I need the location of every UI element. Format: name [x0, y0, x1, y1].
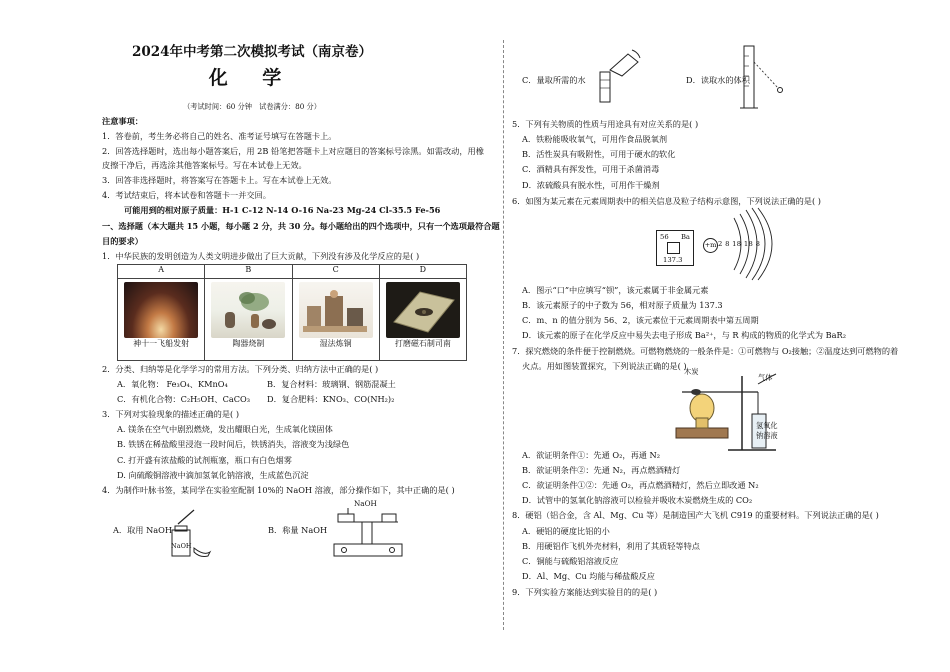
question-2-stem: 2．分类、归纳等是化学学习的常用方法。下列分类、归纳方法中正确的是( ) [102, 364, 379, 374]
atomic-masses: 可能用到的相对原子质量：H-1 C-12 N-14 O-16 Na-23 Mg-24 Cl-35.5 Fe-56 [124, 205, 441, 215]
wood-charcoal-label: 木炭 [684, 367, 699, 376]
question-7-stem-cont: 火点。用如图装置探究，下列说法正确的是( ) [522, 361, 687, 371]
section-heading: 一、选择题（本大题共 15 小题，每小题 2 分，共 30 分。每小题给出的四个选项中，只有一个选项最符合题 [102, 221, 500, 231]
nucleus-circle: +m [703, 238, 718, 253]
question-7-stem: 7．探究燃烧的条件便于控制燃烧。可燃物燃烧的一般条件是：①可燃物与 O₂接触；②温度达到可燃物的着 [512, 346, 899, 356]
naoh-bottle-label: NaOH [171, 542, 192, 550]
question-8-stem: 8．硬铝（铝合金，含 Al、Mg、Cu 等）是制造国产大飞机 C919 的重要材料。下列说法正确的是( ) [512, 510, 879, 520]
question-2-option-c: C．有机化合物：C₂H₅OH、CaCO₃ [117, 394, 250, 404]
question-6-stem: 6．如图为某元素在元素周期表中的相关信息及粒子结构示意图，下列说法正确的是( ) [512, 196, 821, 206]
rocket-launch-image [124, 282, 198, 338]
element-name-box [667, 242, 680, 254]
notice-item: 2．回答选择题时，选出每小题答案后，用 2B 铅笔把答题卡上对应题目的答案标号涂黑。如需改动，用橡 [102, 146, 484, 156]
question-4-stem: 4．为制作叶脉书签，某同学在实验室配制 10%的 NaOH 溶液，部分操作如下，其中正确的是( ) [102, 485, 455, 495]
question-7-option-a: A．欲证明条件①：先通 O₂，再通 N₂ [522, 450, 660, 460]
element-number: 56 [660, 233, 669, 241]
compass-image [386, 282, 460, 338]
question-9-stem: 9．下列实验方案能达到实验目的的是( ) [512, 587, 658, 597]
notice-item: 3．回答非选择题时，将答案写在答题卡上。写在本试卷上无效。 [102, 175, 337, 185]
question-7-option-b: B．欲证明条件②：先通 N₂，再点燃酒精灯 [522, 465, 681, 475]
question-5-stem: 5．下列有关物质的性质与用途具有对应关系的是( ) [512, 119, 699, 129]
option-c-cell [292, 279, 379, 361]
notice-item: 皮擦干净后，再选涂其他答案标号。写在本试卷上无效。 [102, 160, 307, 170]
option-caption: 神十一飞船发射 [133, 339, 190, 348]
pouring-water-illustration [586, 46, 646, 106]
question-8-option-b: B．用硬铝作飞机外壳材料，利用了其质轻等特点 [522, 541, 700, 551]
right-column [506, 0, 950, 672]
option-a-cell [118, 279, 205, 361]
question-4-option-a: A．取用 NaOH [113, 525, 172, 535]
element-mass: 137.3 [663, 256, 683, 264]
naoh-solution-label-1: 氢氧化 [756, 421, 778, 430]
exam-title: 2024年中考第二次模拟考试（南京卷） [131, 44, 373, 60]
subject-title: 化 学 [208, 67, 296, 89]
question-1-table [117, 264, 467, 361]
question-5-option-c: C．酒精具有挥发性，可用于杀菌消毒 [522, 164, 660, 174]
balance-illustration [328, 508, 408, 560]
exam-info: （考试时间：60 分钟 试卷满分：80 分） [183, 102, 321, 111]
option-caption: 湿法炼铜 [319, 339, 352, 348]
element-cell [656, 230, 694, 266]
option-d-cell [379, 279, 466, 361]
question-1-stem: 1．中华民族的发明创造为人类文明进步做出了巨大贡献，下列没有涉及化学反应的是( ) [102, 251, 420, 261]
notice-item: 1．答卷前，考生务必将自己的姓名、准考证号填写在答题卡上。 [102, 131, 337, 141]
question-6-option-c: C．m、n 的值分别为 56、2，该元素位于元素周期表中第五周期 [522, 315, 759, 325]
question-2-option-a: A．氧化物： Fe₃O₄、KMnO₄ [117, 379, 228, 389]
question-6-option-d: D．该元素的原子在化学反应中易失去电子形成 Ba²⁺，与 R 构成的物质的化学式为 BaR₂ [522, 330, 846, 340]
option-letter: C [292, 265, 379, 279]
option-letter: D [379, 265, 466, 279]
question-7-option-c: C．欲证明条件①②：先通 O₂，再点燃酒精灯，然后立即改通 N₂ [522, 480, 759, 490]
question-8-option-c: C．铜能与硫酸铝溶液反应 [522, 556, 619, 566]
question-4-option-c: C．量取所需的水 [522, 75, 586, 85]
electron-shell-counts: 2 8 18 18 8 [718, 240, 761, 248]
question-3-option-d: D. 向硫酸铜溶液中滴加氢氧化钠溶液，生成蓝色沉淀 [117, 470, 309, 480]
naoh-solution-label-2: 钠溶液 [756, 431, 778, 440]
balance-label: NaOH [354, 499, 377, 508]
option-letter: A [118, 265, 205, 279]
notice-item: 4．考试结束后，将本试卷和答题卡一并交回。 [102, 190, 271, 200]
element-symbol: Ba [680, 233, 690, 241]
question-4-option-b: B．称量 NaOH [268, 525, 328, 535]
naoh-bottle-illustration [168, 508, 214, 564]
question-3-option-a: A. 镁条在空气中剧烈燃烧，发出耀眼白光，生成氧化镁固体 [117, 424, 333, 434]
combustion-apparatus [672, 372, 782, 454]
option-caption: 打磨磁石制司南 [394, 339, 451, 348]
question-5-option-b: B．活性炭具有吸附性，可用于硬水的软化 [522, 149, 676, 159]
question-5-option-a: A．铁粉能吸收氧气，可用作食品脱氧剂 [522, 134, 668, 144]
question-4-option-d: D．读取水的体积 [686, 75, 750, 85]
notice-heading: 注意事项： [102, 116, 143, 126]
question-7-option-d: D．试管中的氢氧化钠溶液可以检验并吸收木炭燃烧生成的 CO₂ [522, 495, 753, 505]
question-6-option-b: B．该元素原子的中子数为 56，相对原子质量为 137.3 [522, 300, 723, 310]
question-3-option-c: C. 打开盛有浓盐酸的试剂瓶塞，瓶口有白色烟雾 [117, 455, 292, 465]
option-letter: B [205, 265, 292, 279]
question-3-option-b: B. 铁锈在稀盐酸里浸泡一段时间后，铁锈消失，溶液变为浅绿色 [117, 439, 350, 449]
reading-volume-illustration [738, 42, 798, 112]
question-5-option-d: D．浓硫酸具有脱水性，可用作干燥剂 [522, 180, 660, 190]
question-8-option-d: D．Al、Mg、Cu 均能与稀盐酸反应 [522, 571, 655, 581]
question-6-option-a: A．图示“口”中应填写“钡”，该元素属于非金属元素 [522, 285, 709, 295]
question-3-stem: 3．下列对实验现象的描述正确的是( ) [102, 409, 240, 419]
question-8-option-a: A．硬铝的硬度比铝的小 [522, 526, 610, 536]
copper-smelting-image [299, 282, 373, 338]
option-b-cell [205, 279, 292, 361]
section-heading-cont: 目的要求） [102, 236, 143, 246]
pottery-image [211, 282, 285, 338]
question-2-option-b: B．复合材料：玻璃钢、钢筋混凝土 [267, 379, 396, 389]
question-2-option-d: D．复合肥料：KNO₃、CO(NH₂)₂ [267, 394, 395, 404]
gas-label: 气体 [758, 373, 773, 382]
option-caption: 陶器烧制 [232, 339, 265, 348]
